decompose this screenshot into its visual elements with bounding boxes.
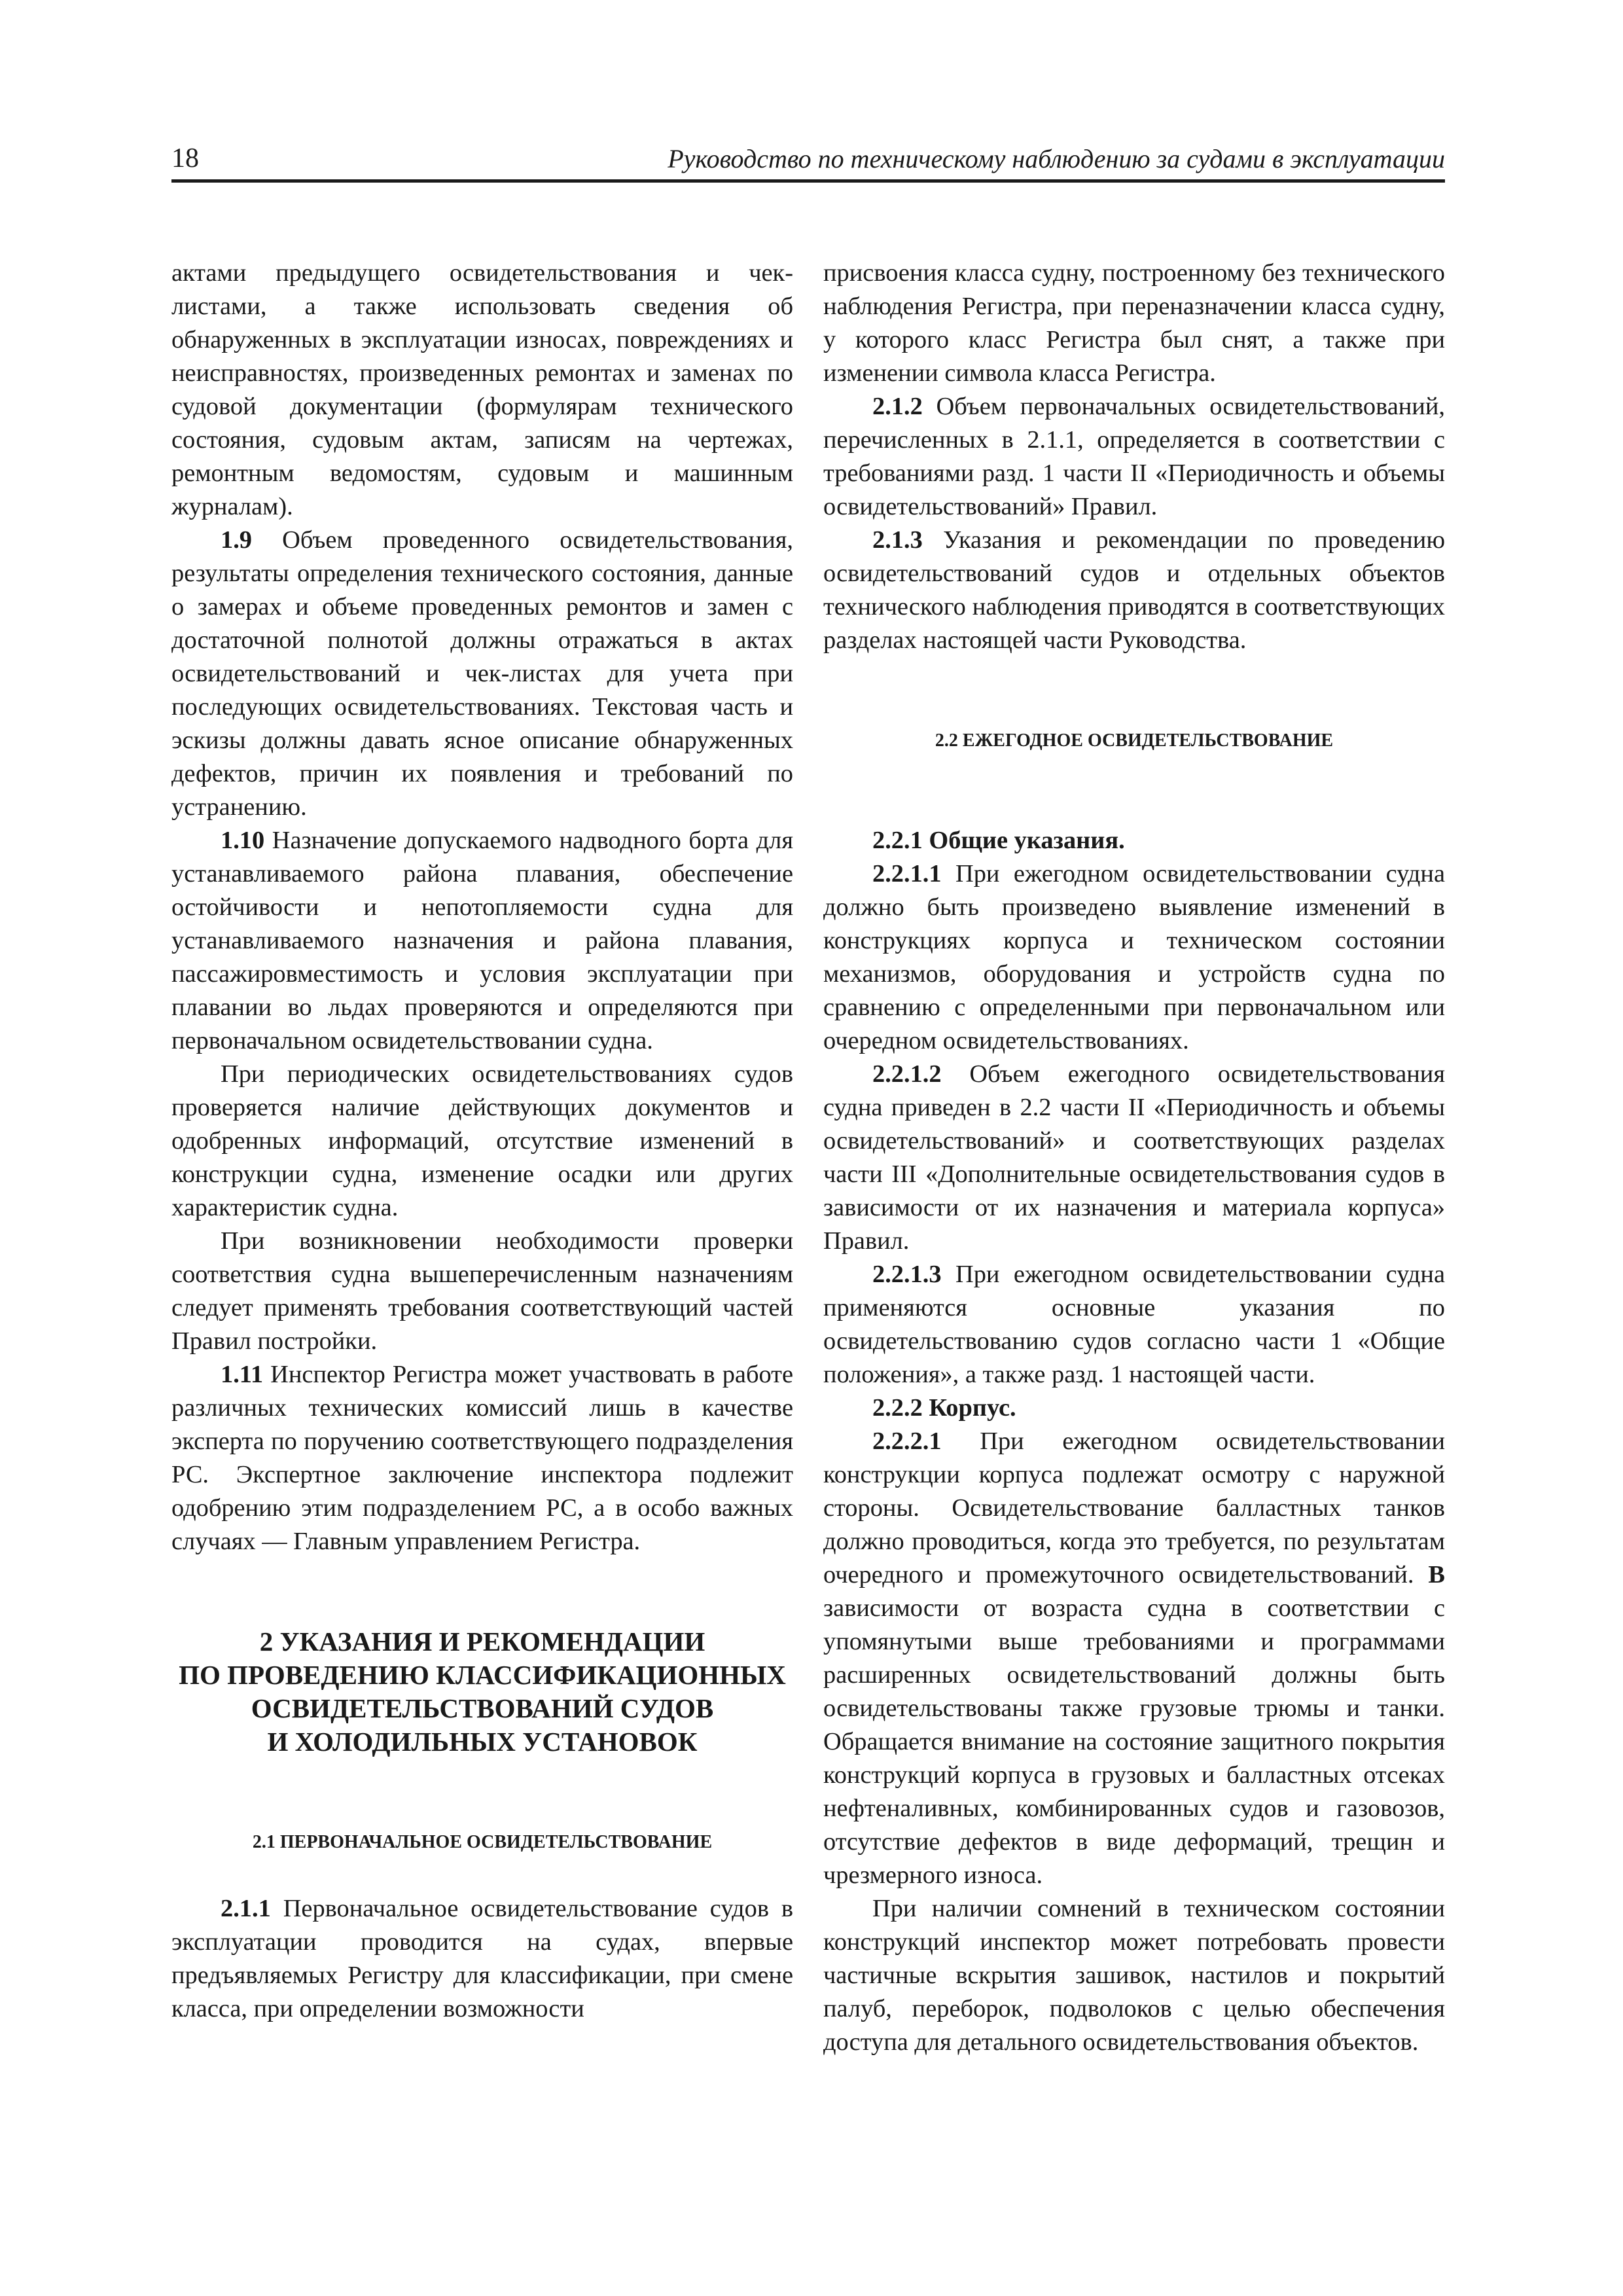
clause-number: 2.2.2.1 xyxy=(872,1427,942,1455)
paragraph-2-1-1: 2.1.1 Первоначальное освидетельствование судов в эксплуатации проводится на судах, впервые предъявляемых Регистру для классификации, при смене класса, при определении возможности xyxy=(171,1895,793,2022)
paragraph-1-9: 1.9 Объем проведенного освидетельствования, результаты определения технического состояния, данные о замерах и объеме проведенных ремонтов и замен с достаточной полнотой должны отражаться в актах освидетельствований и чек-листах для учета при последующих освидетельствованиях. Текстовая часть и эскизы должны давать ясное описание обнаруженных дефектов, причин их появления и требований по устранению. xyxy=(171,526,793,821)
paragraph-2-1-3: 2.1.3 Указания и рекомендации по проведению освидетельствований судов и отдельных объектов технического наблюдения приводятся в соответствующих разделах настоящей части Руководства. xyxy=(823,526,1445,654)
paragraph-continued: актами предыдущего освидетельствования и чек-листами, а также использовать сведения об обнаруженных в эксплуатации износах, повреждениях и неисправностях, произведенных ремонтах и заменах по судовой документации (формулярам технического состояния, судовым актам, записям на чертежах, ремонтным ведомостям, судовым и машинным журналам). xyxy=(171,259,793,520)
heading-2-2-2: 2.2.2 Корпус. xyxy=(872,1394,1016,1422)
paragraph-2-2-1-3: 2.2.1.3 При ежегодном освидетельствовании судна применяются основные указания по освидетельствованию судов согласно части 1 «Общие положения», а также разд. 1 настоящей части. xyxy=(823,1261,1445,1388)
page-number: 18 xyxy=(171,143,199,173)
running-header xyxy=(171,143,1445,183)
clause-number: 2.2.1.1 xyxy=(872,860,942,888)
clause-number: 2.1.3 xyxy=(872,526,923,554)
clause-number: 1.9 xyxy=(221,526,252,554)
heading-2-2-1: 2.2.1 Общие указания. xyxy=(872,827,1125,854)
paragraph-2-2-1-2: 2.2.1.2 Объем ежегодного освидетельствования судна приведен в 2.2 части II «Периодичность и объемы освидетельствований» и соответствующих разделах части III «Дополнительные освидетельствования судов в зависимости от их назначения и материала корпуса» Правил. xyxy=(823,1060,1445,1255)
paragraph-doubts: При наличии сомнений в техническом состоянии конструкций инспектор может потребовать провести частичные вскрытия зашивок, настилов и покрытий палуб, переборок, подволоков с целью обеспечения доступа для детального освидетельствования объектов. xyxy=(823,1895,1445,2056)
clause-number: 2.2.1.3 xyxy=(872,1261,942,1288)
clause-number: 1.10 xyxy=(221,827,265,854)
paragraph-verification-need: При возникновении необходимости проверки соответствия судна вышеперечисленным назначениям следует применять требования соответствующий частей Правил постройки. xyxy=(171,1227,793,1355)
clause-number: 1.11 xyxy=(221,1361,264,1388)
clause-number: 2.1.2 xyxy=(872,393,923,420)
paragraph-2-2-2-1: 2.2.2.1 При ежегодном освидетельствовании конструкции корпуса подлежат осмотру с наружной стороны. Освидетельствование балластных танков должно проводиться, когда это требуется, по результатам очередного и промежуточного освидетельствований. В зависимости от возраста судна в соответствии с упомянутыми выше требованиями и программами расширенных освидетельствований должны быть освидетельствованы также грузовые трюмы и танки. Обращается внимание на состояние защитного покрытия конструкций корпуса в грузовых и балластных отсеках нефтеналивных, комбинированных судов и газовозов, отсутствие дефектов в виде деформаций, трещин и чрезмерного износа. xyxy=(823,1427,1445,1889)
clause-number: 2.2.1.2 xyxy=(872,1060,942,1088)
right-column xyxy=(823,257,1445,2059)
paragraph-2-2-1-1: 2.2.1.1 При ежегодном освидетельствовании судна должно быть произведено выявление изменений в конструкциях корпуса и техническом состоянии механизмов, оборудования и устройств судна по сравнению с определенными при первоначальном или очередном освидетельствованиях. xyxy=(823,860,1445,1054)
paragraph-2-1-2: 2.1.2 Объем первоначальных освидетельствований, перечисленных в 2.1.1, определяется в соответствии с требованиями разд. 1 части II «Периодичность и объемы освидетельствований» Правил. xyxy=(823,393,1445,520)
paragraph-periodic-surveys: При периодических освидетельствованиях судов проверяется наличие действующих документов и одобренных информаций, отсутствие изменений в конструкции судна, изменение осадки или других характеристик судна. xyxy=(171,1060,793,1221)
running-title: Руководство по техническому наблюдению за судами в эксплуатации xyxy=(668,144,1445,173)
paragraph-1-11: 1.11 Инспектор Регистра может участвовать в работе различных технических комиссий лишь в качестве эксперта по поручению соответствующего подразделения РС. Экспертное заключение инспектора подлежит одобрению этим подразделением РС, а в особо важных случаях — Главным управлением Регистра. xyxy=(171,1361,793,1555)
left-column xyxy=(171,257,793,2026)
paragraph-1-10: 1.10 Назначение допускаемого надводного борта для устанавливаемого района плавания, обеспечение остойчивости и непотопляемости судна для устанавливаемого назначения и района плавания, пассажировместимость и условия эксплуатации при плавании во льдах проверяются и определяются при первоначальном освидетельствовании судна. xyxy=(171,827,793,1054)
subsection-title-2-1: 2.1 ПЕРВОНАЧАЛЬНОЕ ОСВИДЕТЕЛЬСТВОВАНИЕ xyxy=(252,1832,713,1852)
clause-number: 2.1.1 xyxy=(221,1895,271,1922)
section-title: 2 УКАЗАНИЯ И РЕКОМЕНДАЦИИ ПО ПРОВЕДЕНИЮ КЛАССИФИКАЦИОННЫХ ОСВИДЕТЕЛЬСТВОВАНИЙ СУДОВ И ХОЛОДИЛЬНЫХ УСТАНОВОК xyxy=(179,1626,786,1757)
subsection-title-2-2: 2.2 ЕЖЕГОДНОЕ ОСВИДЕТЕЛЬСТВОВАНИЕ xyxy=(935,730,1334,751)
paragraph-continued: присвоения класса судну, построенному без технического наблюдения Регистра, при переназначении класса судну, у которого класс Регистра был снят, а также при изменении символа класса Регистра. xyxy=(823,259,1445,387)
